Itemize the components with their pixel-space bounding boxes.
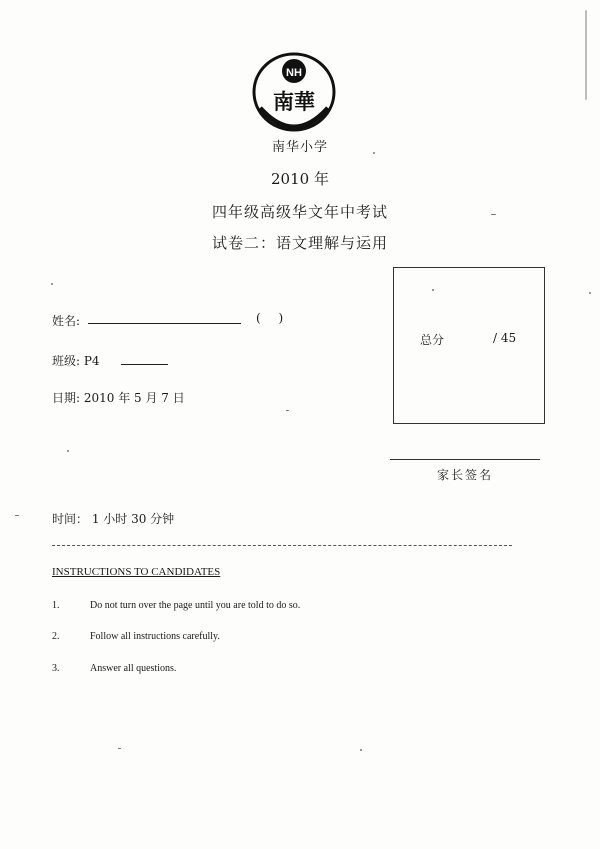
- time-allowed: 时间： 1 小时 30 分钟: [52, 512, 175, 526]
- exam-title: 四年级高级华文年中考试: [211, 203, 388, 221]
- name-label: 姓名:: [52, 314, 81, 328]
- scan-speck: [585, 10, 587, 100]
- class-blank[interactable]: [121, 364, 168, 365]
- score-box: [393, 267, 545, 424]
- score-label: 总分: [420, 333, 445, 347]
- exam-year: 2010 年: [271, 170, 329, 188]
- instruction-text: Answer all questions.: [90, 663, 177, 674]
- scan-speck: [432, 289, 434, 291]
- class-label: 班级: P4: [52, 354, 100, 368]
- instruction-number: 1.: [52, 600, 60, 611]
- scan-speck: [118, 748, 121, 749]
- instruction-number: 2.: [52, 631, 60, 642]
- instruction-text: Follow all instructions carefully.: [90, 631, 220, 642]
- scan-speck: [15, 515, 19, 516]
- scan-speck: [589, 292, 591, 294]
- paper-title: 试卷二：语文理解与运用: [211, 234, 388, 252]
- parent-signature-line[interactable]: [390, 459, 540, 460]
- index-number-blank[interactable]: ( ): [256, 311, 284, 325]
- score-total: / 45: [493, 331, 517, 345]
- date-label: 日期: 2010 年 5 月 7 日: [52, 391, 185, 405]
- instruction-text: Do not turn over the page until you are told to do so.: [90, 600, 301, 611]
- scan-speck: [51, 283, 53, 285]
- scan-speck: [360, 749, 362, 751]
- instruction-number: 3.: [52, 663, 60, 674]
- name-blank[interactable]: [88, 323, 241, 324]
- logo-monogram: NH: [286, 67, 302, 79]
- scan-speck: [491, 214, 496, 215]
- school-logo: [248, 50, 340, 136]
- logo-chinese-name: 南華: [273, 90, 315, 114]
- divider: [52, 545, 512, 546]
- scan-speck: [286, 410, 289, 411]
- scan-speck: [67, 450, 69, 452]
- school-name: 南华小学: [271, 140, 328, 155]
- parent-signature-label: 家长签名: [436, 468, 493, 482]
- scan-speck: [373, 152, 375, 154]
- instructions-heading: INSTRUCTIONS TO CANDIDATES: [52, 566, 221, 578]
